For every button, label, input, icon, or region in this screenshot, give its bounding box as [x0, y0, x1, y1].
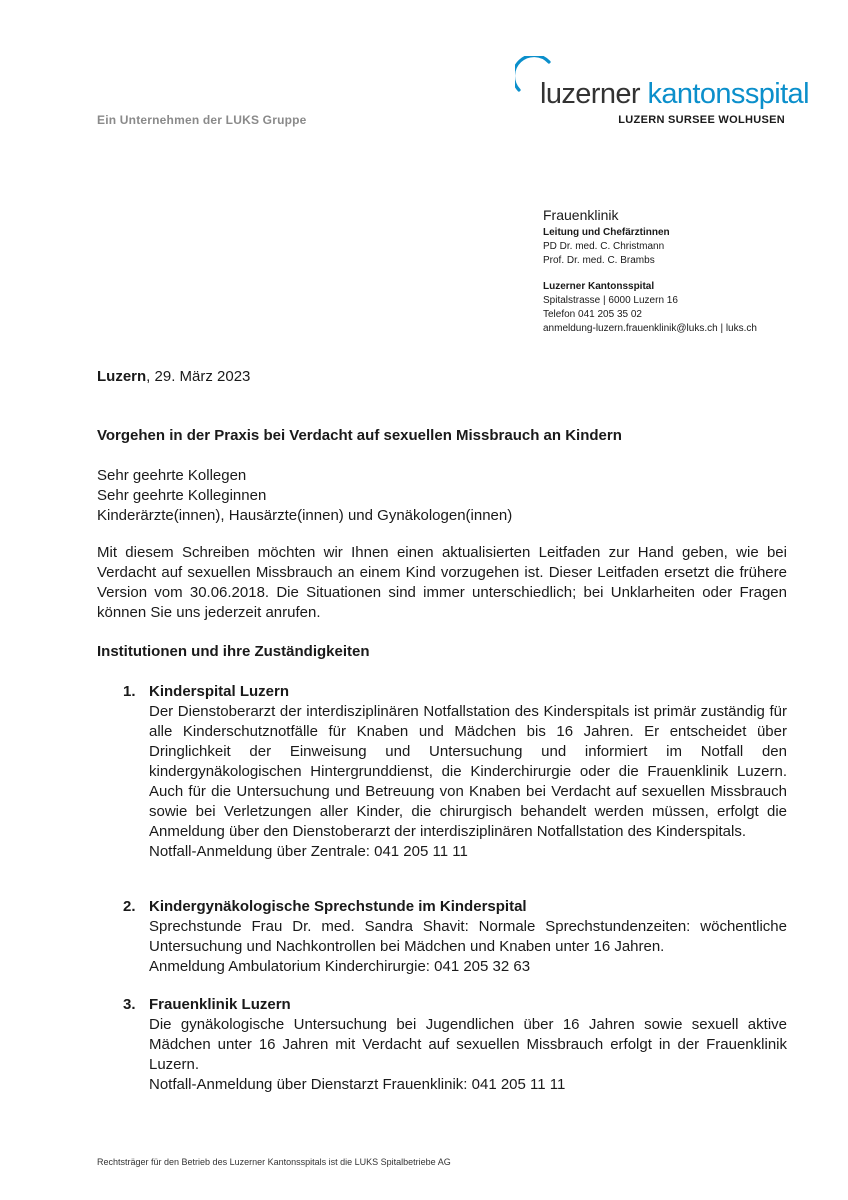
sender-email: anmeldung-luzern.frauenklinik@luks.ch | luks.ch	[543, 323, 757, 334]
sender-doctor-1: PD Dr. med. C. Christmann	[543, 241, 665, 252]
date-city: Luzern	[97, 368, 147, 385]
group-tagline: Ein Unternehmen der LUKS Gruppe	[97, 113, 307, 127]
list-item	[97, 995, 787, 1095]
logo-word-kantonsspital: kantonsspital	[647, 78, 809, 110]
intro-paragraph: Mit diesem Schreiben möchten wir Ihnen einen aktualisierten Leitfaden zur Hand geben, wie bei Verdacht auf sexuellen Missbrauch an einem Kind vorzugehen ist. Dieser Leitfaden ersetzt die frühere Version vom 30.06.2018. Die Situationen sind immer unterschiedlich; bei Unklarheiten oder Fragen können Sie uns jederzeit anrufen.	[97, 544, 787, 621]
item-contact: Notfall-Anmeldung über Dienstarzt Frauenklinik: 041 205 11 11	[149, 1076, 566, 1093]
list-item	[97, 682, 787, 862]
date-value: , 29. März 2023	[146, 368, 251, 385]
sender-address: Spitalstrasse | 6000 Luzern 16	[543, 295, 678, 306]
sender-hospital: Luzerner Kantonsspital	[543, 281, 655, 292]
salutation	[97, 466, 512, 526]
item-text: Die gynäkologische Untersuchung bei Jugendlichen über 16 Jahren sowie sexuell aktive Mädchen unter 16 Jahren mit Verdacht auf sexuellen Missbrauch erfolgt in der Frauenklinik Luzern.	[149, 1016, 787, 1073]
sender-doctor-2: Prof. Dr. med. C. Brambs	[543, 255, 655, 266]
legal-footer: Rechtsträger für den Betrieb des Luzerner Kantonsspitals ist die LUKS Spitalbetriebe AG	[97, 1157, 451, 1167]
item-contact: Anmeldung Ambulatorium Kinderchirurgie: 041 205 32 63	[149, 958, 531, 975]
item-title: Kinderspital Luzern	[149, 683, 290, 700]
item-text: Der Dienstoberarzt der interdisziplinären Notfallstation des Kinderspitals ist primär zuständig für alle Kinderschutznotfälle für Knaben und Mädchen bis 16 Jahren. Er entscheidet über Dringlichkeit der Einweisung und Untersuchung und informiert im Notfall den kindergynäkologischen Hintergrunddienst, die Kinderchirurgie oder die Frauenklinik Luzern. Auch für die Untersuchung und Betreuung von Knaben bei Verdacht auf sexuellen Missbrauch sowie bei Verletzungen aller Kinder, die chirurgisch behandelt werden müssen, erfolgt die Anmeldung über den Dienstoberarzt der interdisziplinären Notfallstation des Kinderspitals.	[149, 703, 787, 840]
sender-leadership-title: Leitung und Chefärztinnen	[543, 227, 670, 238]
hospital-logo	[505, 52, 809, 132]
salutation-line-2: Sehr geehrte Kolleginnen	[97, 487, 267, 504]
salutation-line-1: Sehr geehrte Kollegen	[97, 467, 247, 484]
sender-department: Frauenklinik	[543, 207, 619, 223]
item-text: Sprechstunde Frau Dr. med. Sandra Shavit: Normale Sprechstundenzeiten: wöchentliche Untersuchung und Nachkontrollen bei Mädchen und Knaben unter 16 Jahren.	[149, 918, 787, 955]
item-contact: Notfall-Anmeldung über Zentrale: 041 205 11 11	[149, 843, 468, 860]
logo-wordmark	[540, 78, 809, 111]
item-number: 1.	[123, 683, 136, 700]
salutation-line-3: Kinderärzte(innen), Hausärzte(innen) und Gynäkologen(innen)	[97, 507, 513, 524]
sender-block	[543, 206, 757, 336]
item-title: Kindergynäkologische Sprechstunde im Kinderspital	[149, 898, 527, 915]
item-number: 2.	[123, 898, 136, 915]
logo-locations: LUZERN SURSEE WOLHUSEN	[618, 114, 785, 126]
letter-date	[97, 368, 250, 385]
item-title: Frauenklinik Luzern	[149, 996, 291, 1013]
section-heading: Institutionen und ihre Zuständigkeiten	[97, 643, 370, 660]
item-number: 3.	[123, 996, 136, 1013]
list-item	[97, 897, 787, 977]
sender-phone: Telefon 041 205 35 02	[543, 309, 642, 320]
letter-subject: Vorgehen in der Praxis bei Verdacht auf sexuellen Missbrauch an Kindern	[97, 427, 622, 444]
logo-word-luzerner: luzerner	[540, 78, 640, 110]
